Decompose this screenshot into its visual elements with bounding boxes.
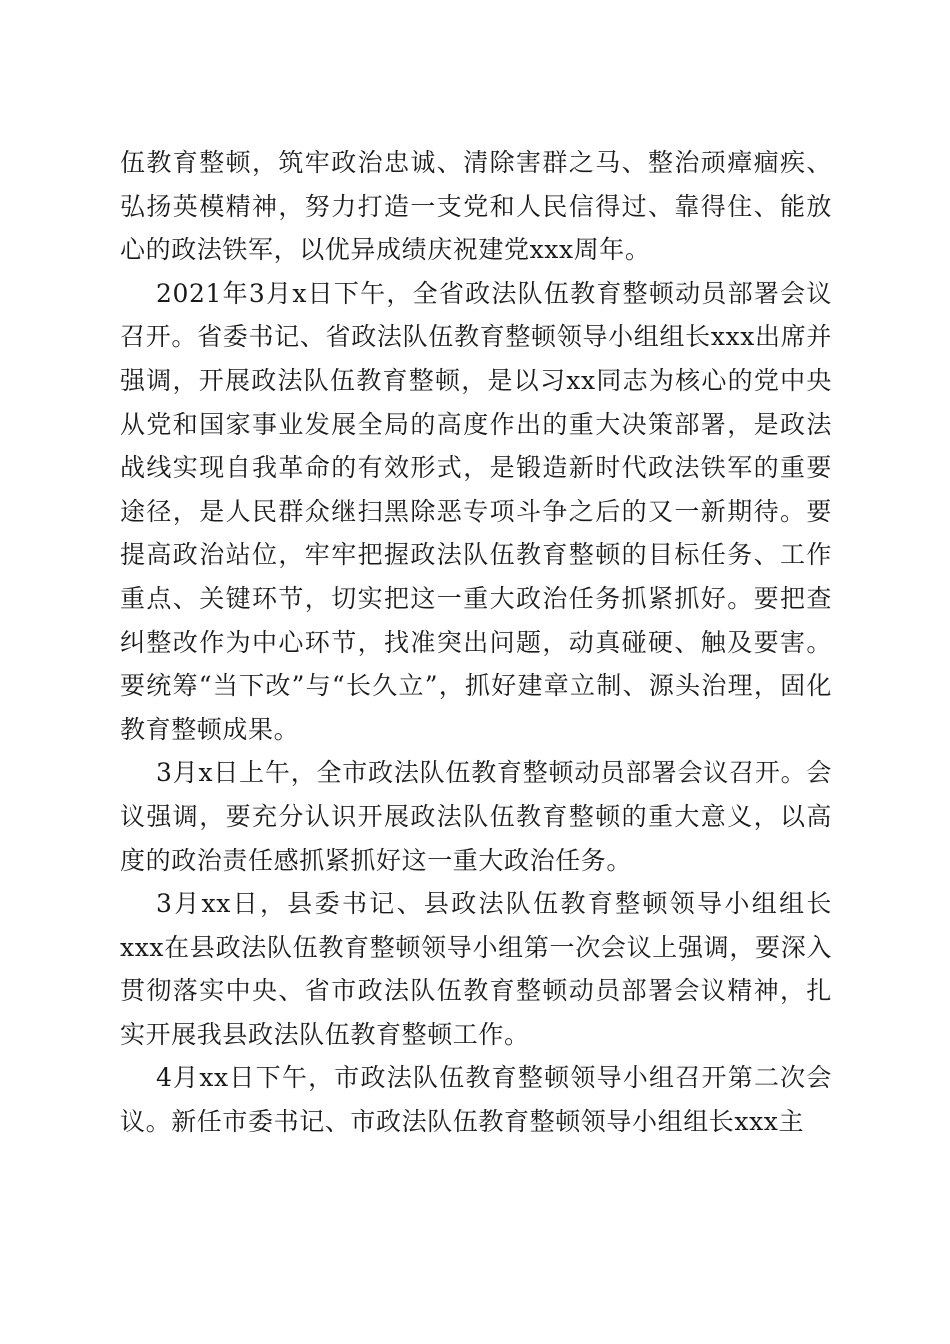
paragraph-county-meeting: 3月xx日，县委书记、县政法队伍教育整顿领导小组组长xxx在县政法队伍教育整顿领导小组第一次会议上强调，要深入贯彻落实中央、省市政法队伍教育整顿动员部署会议精神，扎实开展我县政法队伍教育整顿工作。 (120, 889, 832, 1049)
paragraph-provincial-meeting: 2021年3月x日下午，全省政法队伍教育整顿动员部署会议召开。省委书记、省政法队伍教育整顿领导小组组长xxx出席并强调，开展政法队伍教育整顿，是以习xx同志为核心的党中央从党和国家事业发展全局的高度作出的重大决策部署，是政法战线实现自我革命的有效形式，是锻造新时代政法铁军的重要途径，是人民群众继扫黑除恶专项斗争之后的又一新期待。要提高政治站位，牢牢把握政法队伍教育整顿的目标任务、工作重点、关键环节，切实把这一重大政治任务抓紧抓好。要把查纠整改作为中心环节，找准突出问题，动真碰硬、触及要害。要统筹“当下改”与“长久立”，抓好建章立制、源头治理，固化教育整顿成果。 (120, 278, 832, 744)
paragraph-city-meeting: 3月x日上午，全市政法队伍教育整顿动员部署会议召开。会议强调，要充分认识开展政法队伍教育整顿的重大意义，以高度的政治责任感抓紧抓好这一重大政治任务。 (120, 758, 832, 875)
paragraph-continuation: 伍教育整顿，筑牢政治忠诚、清除害群之马、整治顽瘴痼疾、弘扬英模精神，努力打造一支党和人民信得过、靠得住、能放心的政法铁军，以优异成绩庆祝建党xxx周年。 (120, 148, 832, 265)
document-body (120, 141, 832, 1144)
paragraph-second-meeting: 4月xx日下午，市政法队伍教育整顿领导小组召开第二次会议。新任市委书记、市政法队伍教育整顿领导小组组长xxx主 (120, 1063, 832, 1137)
